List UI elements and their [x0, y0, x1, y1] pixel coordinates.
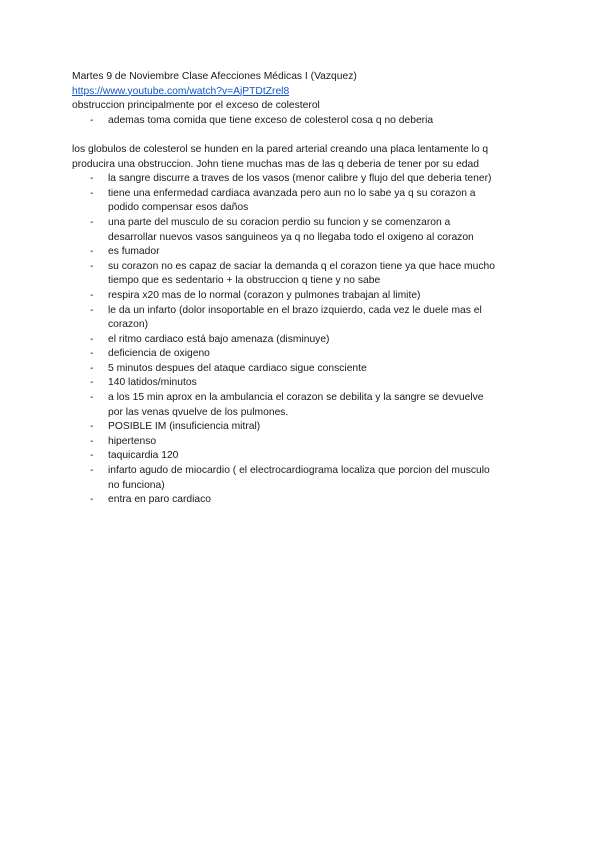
list-item-text: 5 minutos despues del ataque cardiaco sigue consciente — [108, 362, 367, 374]
blank-line — [72, 128, 542, 143]
list-item — [72, 304, 542, 333]
bullet-dash: - — [90, 333, 94, 345]
list-item-text: entra en paro cardiaco — [108, 494, 212, 506]
list-item-text: a los 15 min aprox en la ambulancia el corazon se debilita y la sangre se devuelve — [108, 392, 484, 404]
bullet-dash: - — [90, 494, 94, 506]
bullet-dash: - — [90, 377, 94, 389]
first-bullet-list — [72, 114, 542, 129]
list-item — [72, 333, 542, 348]
list-item — [72, 245, 542, 260]
bullet-dash: - — [90, 304, 94, 316]
list-item — [72, 435, 542, 450]
list-item — [72, 420, 542, 435]
list-item-text: su corazon no es capaz de saciar la demanda q el corazon tiene ya que hace mucho — [108, 260, 495, 272]
list-item-text: infarto agudo de miocardio ( el electrocardiograma localiza que porcion del musculo — [108, 465, 490, 477]
intro-line: obstruccion principalmente por el exceso de colesterol — [72, 100, 320, 112]
bullet-dash: - — [90, 289, 94, 301]
paragraph-line: producira una obstruccion. John tiene muchas mas de las q deberia de tener por su edad — [72, 158, 479, 170]
bullet-dash: - — [90, 362, 94, 374]
list-item-text: 140 latidos/minutos — [108, 377, 197, 389]
class-title: Martes 9 de Noviembre Clase Afecciones Médicas I (Vazquez) — [72, 71, 357, 82]
bullet-dash: - — [90, 465, 94, 477]
bullet-dash: - — [90, 392, 94, 404]
list-item — [72, 260, 542, 289]
youtube-link[interactable]: https://www.youtube.com/watch?v=AjPTDtZrel8 — [72, 85, 290, 97]
list-item-text: le da un infarto (dolor insoportable en el brazo izquierdo, cada vez le duele mas el — [108, 304, 482, 316]
bullet-dash: - — [90, 348, 94, 360]
bullet-dash: - — [90, 435, 94, 447]
list-item-text: corazon) — [108, 319, 149, 331]
list-item-text: taquicardia 120 — [108, 450, 179, 462]
list-item-text: ademas toma comida que tiene exceso de colesterol cosa q no deberia — [108, 114, 434, 126]
document-body — [72, 70, 542, 508]
list-item-text: una parte del musculo de su coracion perdio su funcion y se comenzaron a — [108, 216, 451, 228]
list-item — [72, 391, 542, 420]
list-item — [72, 289, 542, 304]
paragraph — [72, 143, 542, 172]
list-item-text: hipertenso — [108, 435, 157, 447]
list-item-text: POSIBLE IM (insuficiencia mitral) — [108, 421, 261, 433]
list-item-text: tiene una enfermedad cardiaca avanzada pero aun no lo sabe ya q su corazon a — [108, 187, 476, 199]
symptom-bullet-list — [72, 172, 542, 508]
list-item-text: respira x20 mas de lo normal (corazon y pulmones trabajan al limite) — [108, 289, 421, 301]
list-item — [72, 172, 542, 187]
list-item-text: desarrollar nuevos vasos sanguineos ya q no llegaba todo el oxigeno al corazon — [108, 231, 474, 243]
video-link[interactable] — [72, 85, 542, 100]
list-item-text: no funciona) — [108, 479, 165, 491]
bullet-dash: - — [90, 173, 94, 185]
list-item-text: la sangre discurre a traves de los vasos (menor calibre y flujo del que deberia tener) — [108, 173, 492, 185]
list-item — [72, 493, 542, 508]
list-item — [72, 464, 542, 493]
list-item-text: es fumador — [108, 246, 160, 258]
list-item — [72, 362, 542, 377]
bullet-dash: - — [90, 187, 94, 199]
bullet-dash: - — [90, 421, 94, 433]
bullet-dash: - — [90, 114, 94, 126]
list-item — [72, 216, 542, 245]
bullet-dash: - — [90, 216, 94, 228]
list-item — [72, 449, 542, 464]
list-item-text: el ritmo cardiaco está bajo amenaza (disminuye) — [108, 333, 330, 345]
paragraph-line: los globulos de colesterol se hunden en la pared arterial creando una placa lentamente lo q — [72, 143, 489, 155]
list-item — [72, 114, 542, 129]
list-item — [72, 347, 542, 362]
bullet-dash: - — [90, 260, 94, 272]
list-item-text: podido compensar esos daños — [108, 202, 249, 214]
list-item — [72, 187, 542, 216]
bullet-dash: - — [90, 246, 94, 258]
list-item — [72, 376, 542, 391]
list-item-text: tiempo que es sedentario + la obstruccion q tiene y no sabe — [108, 275, 381, 287]
bullet-dash: - — [90, 450, 94, 462]
list-item-text: por las venas qvuelve de los pulmones. — [108, 406, 289, 418]
list-item-text: deficiencia de oxigeno — [108, 348, 210, 360]
